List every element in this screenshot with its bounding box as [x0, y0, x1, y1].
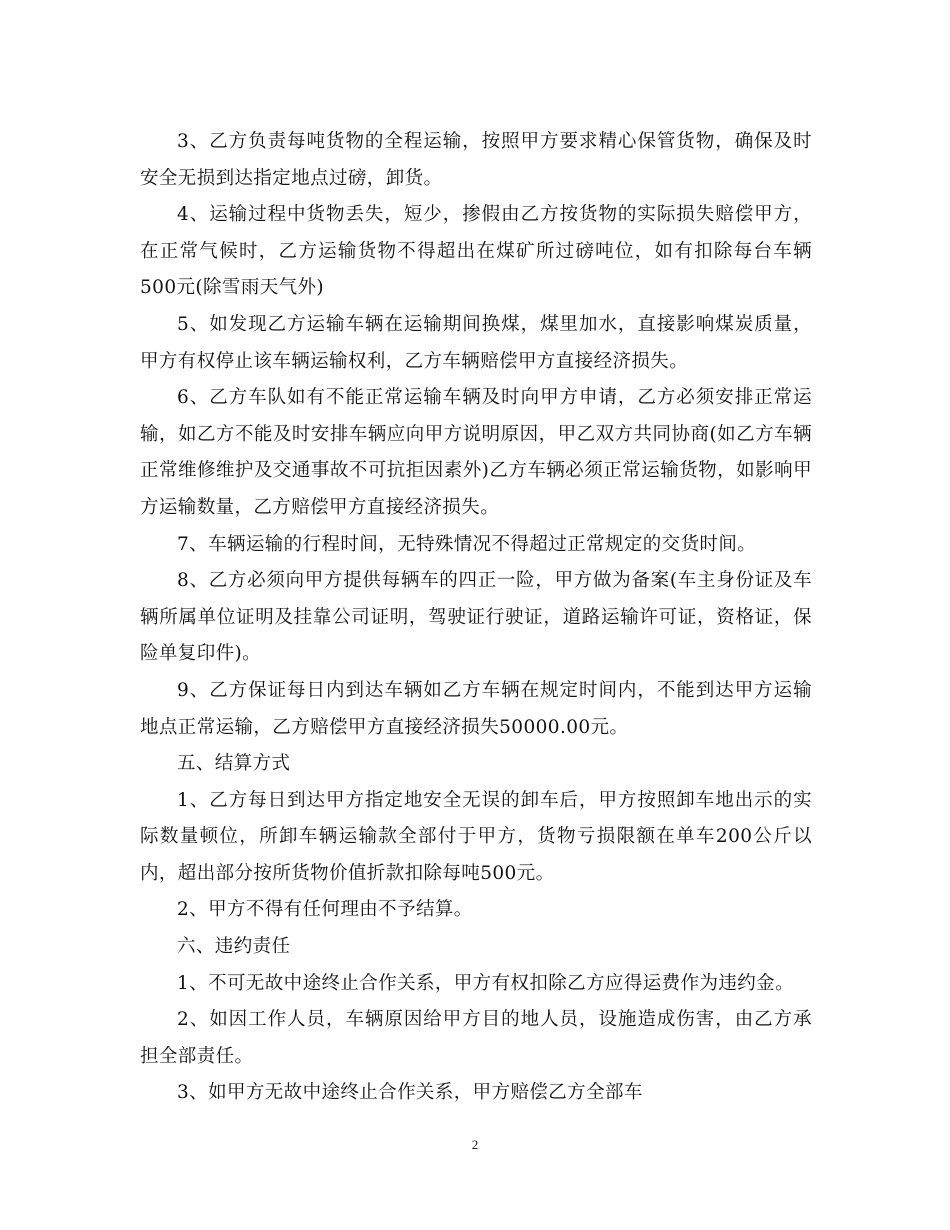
clause-4-7: 7、车辆运输的行程时间，无特殊情况不得超过正常规定的交货时间。 [177, 533, 757, 555]
clause-5-1: 1、乙方每日到达甲方指定地安全无误的卸车后，甲方按照卸车地出示的实际数量顿位，所卸车辆运输款全部付于甲方，货物亏损限额在单车200公斤以内，超出部分按所货物价值折款扣除每吨500元。 [140, 789, 812, 884]
clause-6-2: 2、如因工作人员，车辆原因给甲方目的地人员，设施造成伤害，由乙方承担全部责任。 [140, 1009, 812, 1067]
clause-4-3: 3、乙方负责每吨货物的全程运输，按照甲方要求精心保管货物，确保及时安全无损到达指定地点过磅，卸货。 [140, 131, 812, 189]
clause-4-4: 4、运输过程中货物丢失，短少，掺假由乙方按货物的实际损失赔偿甲方，在正常气候时，乙方运输货物不得超出在煤矿所过磅吨位，如有扣除每台车辆500元(除雪雨天气外) [140, 204, 812, 299]
clause-5-2: 2、甲方不得有任何理由不予结算。 [177, 899, 473, 921]
clause-4-5: 5、如发现乙方运输车辆在运输期间换煤，煤里加水，直接影响煤炭质量，甲方有权停止该车辆运输权利，乙方车辆赔偿甲方直接经济损失。 [140, 313, 812, 372]
contract-body [140, 124, 812, 1112]
clause-6-1: 1、不可无故中途终止合作关系，甲方有权扣除乙方应得运费作为违约金。 [177, 972, 794, 994]
clause-4-9: 9、乙方保证每日内到达车辆如乙方车辆在规定时间内，不能到达甲方运输地点正常运输，乙方赔偿甲方直接经济损失50000.00元。 [140, 679, 812, 738]
section-heading-liability: 六、违约责任 [177, 936, 291, 958]
clause-6-3: 3、如甲方无故中途终止合作关系，甲方赔偿乙方全部车 [177, 1082, 643, 1104]
section-heading-settlement: 五、结算方式 [177, 753, 291, 775]
clause-4-6: 6、乙方车队如有不能正常运输车辆及时向甲方申请，乙方必须安排正常运输，如乙方不能及时安排车辆应向甲方说明原因，甲乙双方共同协商(如乙方车辆正常维修维护及交通事故不可抗拒因素外)乙方车辆必须正常运输货物，如影响甲方运输数量，乙方赔偿甲方直接经济损失。 [140, 387, 812, 518]
clause-4-8: 8、乙方必须向甲方提供每辆车的四正一险，甲方做为备案(车主身份证及车辆所属单位证明及挂靠公司证明，驾驶证行驶证，道路运输许可证，资格证，保险单复印件)。 [140, 570, 812, 665]
page-number: 2 [471, 1137, 479, 1152]
